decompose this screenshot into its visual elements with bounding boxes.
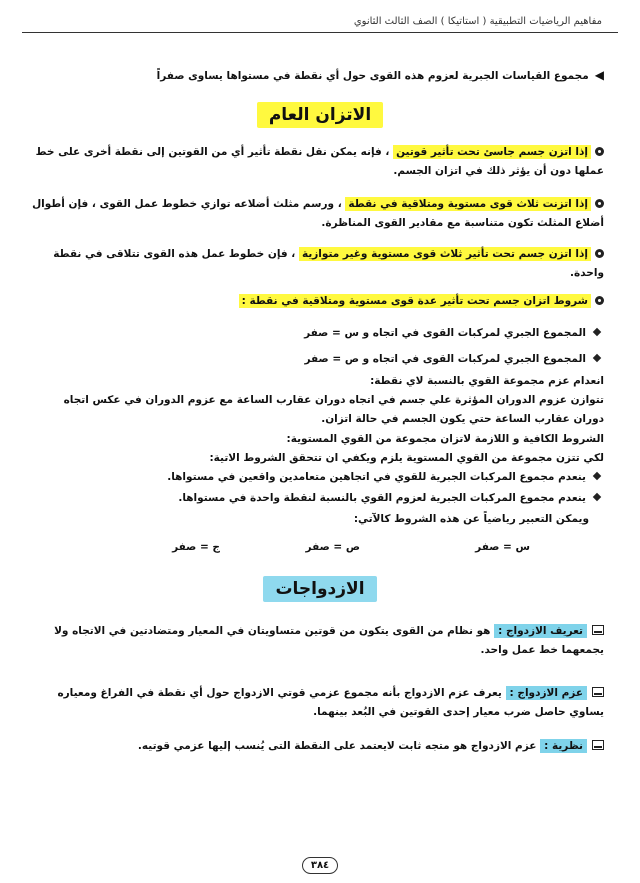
definition-text: يعرف عزم الازدواج بأنه مجموع عزمي قوتي الازدواج حول أي نقطة في الفراغ ومعياره يساوي حاصل ضرب معيار إحدى القوتين في البُعد بينهما. bbox=[57, 687, 604, 718]
equation-moment: ج = صفر bbox=[172, 541, 220, 553]
bullet-diamond-icon bbox=[593, 472, 601, 480]
bullet-diamond-icon bbox=[593, 493, 601, 501]
header-rule bbox=[22, 32, 618, 33]
couple-definition bbox=[30, 622, 604, 660]
condition-text: ينعدم مجموع المركبات الجبرية للقوي في اتجاهين متعامدين واقعين في مستواها. bbox=[167, 471, 586, 483]
intro-text: مجموع القياسات الجبرية لعزوم هذه القوى حول أي نقطة في مستواها يساوى صفراً bbox=[156, 70, 589, 82]
definition-label: تعريف الازدواج : bbox=[494, 624, 587, 638]
arrow-left-icon: ◀ bbox=[594, 68, 604, 82]
page-number bbox=[0, 856, 640, 875]
intro-line bbox=[30, 66, 604, 86]
notebook-icon bbox=[592, 625, 604, 635]
section-title-label: الاتزان العام bbox=[257, 102, 383, 128]
paragraph-moment-vanish: انعدام عزم مجموعة القوي بالنسبة لاي نقطة: bbox=[370, 375, 604, 387]
equations-row bbox=[30, 538, 570, 558]
item-highlight: إذا اتزنت ثلاث قوى مستوية ومتلاقية في نقطة bbox=[345, 197, 591, 211]
definition-label: نظرية : bbox=[540, 739, 587, 753]
bullet-circle-icon bbox=[595, 296, 604, 305]
condition-components bbox=[30, 468, 604, 487]
page-number-label: ٣٨٤ bbox=[302, 857, 338, 874]
notebook-icon bbox=[592, 687, 604, 697]
item-highlight: شروط اتزان جسم تحت تأثير عدة قوى مستوية ومتلاقية في نقطة : bbox=[239, 294, 591, 308]
couple-theorem bbox=[30, 737, 604, 756]
item-text: ، ورسم مثلث أضلاعه توازي خطوط عمل القوى ، فإن أطوال أضلاع المثلث تكون متناسبة مع مقادير القوى المناظرة. bbox=[32, 198, 604, 229]
paragraph-requirement: لكي تتزن مجموعة من القوي المستوية يلزم ويكفي ان تتحقق الشروط الاتية: bbox=[209, 452, 604, 464]
bullet-circle-icon bbox=[595, 147, 604, 156]
equation-y: ص = صفر bbox=[305, 541, 360, 553]
item-highlight: إذا اتزن جسم تحت تأثير ثلاث قوى مستوية وغير متوازية bbox=[299, 247, 591, 261]
section-title-couples bbox=[0, 576, 640, 602]
paragraph-moment-balance: تتوازن عزوم الدوران المؤثرة علي جسم في اتجاه دوران عقارب الساعة مع عزوم الدوران في عكس اتجاه دوران عقارب الساعة حتي يكون الجسم في حالة اتزان. bbox=[63, 394, 604, 425]
condition-text: ينعدم مجموع المركبات الجبرية لعزوم القوي بالنسبة لنقطة واحدة في مستواها. bbox=[178, 492, 586, 504]
item-text: ، فإنه يمكن نقل نقطة تأثير أي من القوتين إلى نقطة أخرى على خط عملها دون أن يؤثر ذلك في اتزان الجسم. bbox=[35, 146, 604, 177]
bullet-circle-icon bbox=[595, 249, 604, 258]
bullet-diamond-icon bbox=[593, 354, 601, 362]
couple-moment-definition bbox=[30, 684, 604, 722]
item-highlight: إذا اتزن جسم جاسئ تحت تأثير قوتين bbox=[393, 145, 591, 159]
paragraph-sufficient-conditions: الشروط الكافية و اللازمة لاتزان مجموعة من القوي المستوية: bbox=[286, 433, 604, 445]
paragraph-math-expression: ويمكن التعبير رياضياً عن هذه الشروط كالآتي: bbox=[353, 513, 589, 525]
equilibrium-item-2 bbox=[30, 195, 604, 233]
definition-text: عزم الازدواج هو متجه ثابت لايعتمد على النقطة التى يُنسب إليها عزمي قوتيه. bbox=[137, 740, 537, 752]
equilibrium-item-3 bbox=[30, 245, 604, 283]
bullet-diamond-icon bbox=[593, 328, 601, 336]
item-text: ، فإن خطوط عمل هذه القوى تتلاقى في نقطة واحدة. bbox=[53, 248, 604, 279]
condition-y bbox=[30, 350, 604, 369]
equilibrium-item-1 bbox=[30, 143, 604, 181]
condition-text: المجموع الجبري لمركبات القوى في اتجاه و س = صفر bbox=[304, 327, 586, 339]
definition-text: هو نظام من القوى يتكون من قوتين متساويتان في المعيار ومتضادتين في الاتجاه ولا يجمعهما خط عمل واحد. bbox=[54, 625, 604, 656]
section-title-general-equilibrium bbox=[0, 102, 640, 128]
equation-x: س = صفر bbox=[475, 541, 530, 553]
notebook-icon bbox=[592, 740, 604, 750]
equilibrium-item-4 bbox=[30, 292, 604, 311]
definition-label: عزم الازدواج : bbox=[506, 686, 587, 700]
running-header: مفاهيم الرياضيات التطبيقية ( استاتيكا ) الصف الثالث الثانوي bbox=[353, 16, 602, 27]
condition-text: المجموع الجبري لمركبات القوى في اتجاه و ص = صفر bbox=[304, 353, 586, 365]
condition-moments bbox=[30, 489, 604, 508]
condition-x bbox=[30, 324, 604, 343]
bullet-circle-icon bbox=[595, 199, 604, 208]
section-title-label: الازدواجات bbox=[263, 576, 376, 602]
